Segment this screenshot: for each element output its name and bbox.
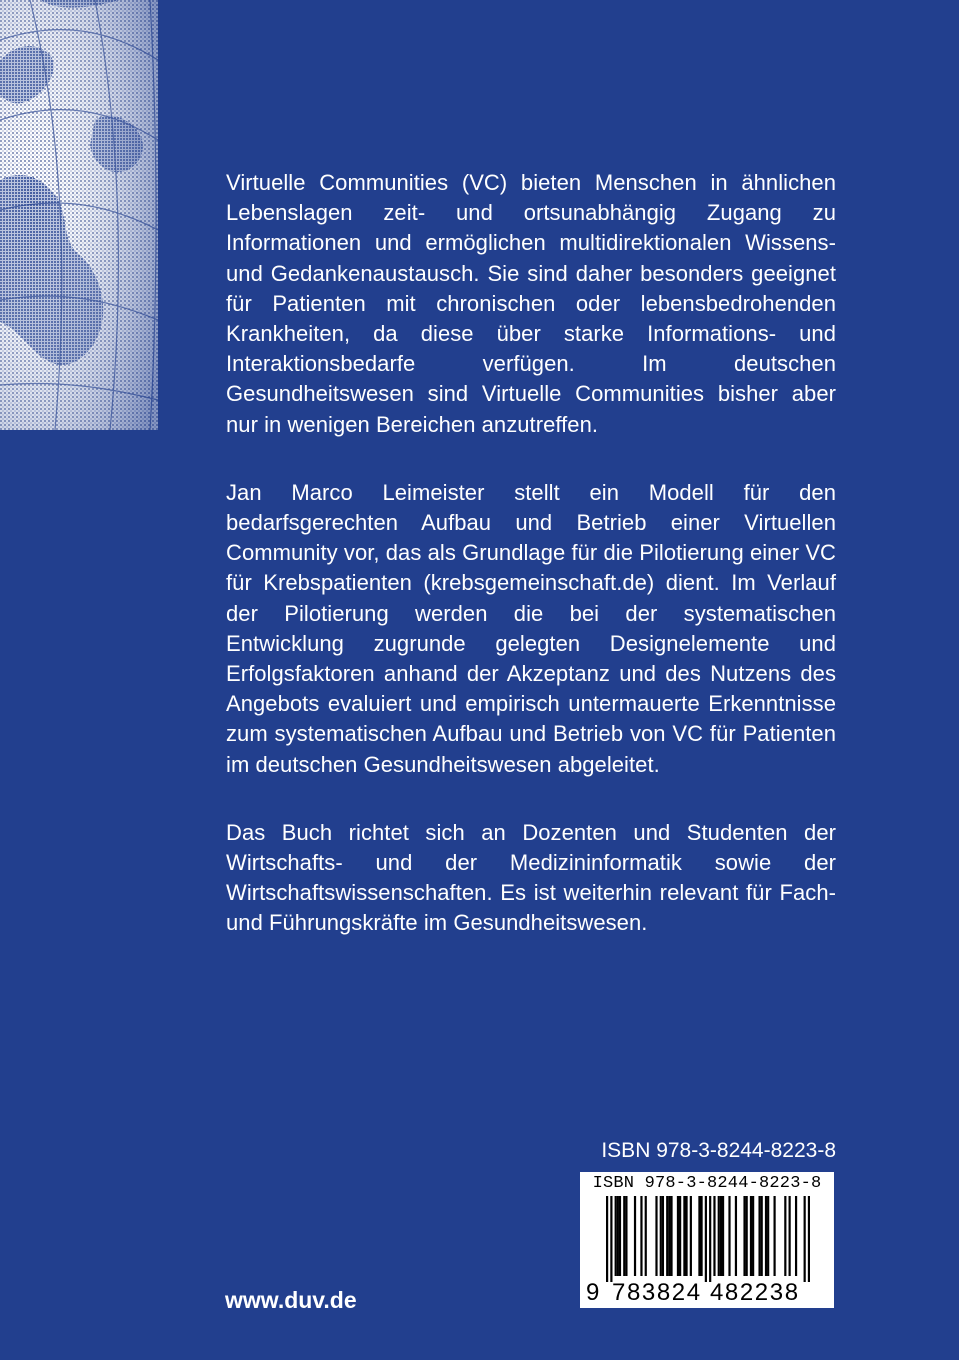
barcode-bar (767, 1196, 769, 1276)
barcode-bar (690, 1196, 692, 1276)
barcode-bar (666, 1196, 668, 1276)
barcode-bar (655, 1196, 657, 1276)
barcode-bar (679, 1196, 681, 1276)
barcode-bar (685, 1196, 687, 1276)
barcode-bar (617, 1196, 619, 1276)
barcode-bar (670, 1196, 672, 1276)
blurb-paragraph-1: Virtuelle Communities (VC) bieten Menschen in ähnlichen Lebenslagen zeit- und ortsunabhängig Zugang zu Informationen und ermöglichen multidirektionalen Wissens- und Gedankenaustausch. Sie sind daher besonders geeignet für Patienten mit chronischen oder lebensbedrohenden Krankheiten, da diese über starke Informations- und Interaktionsbedarfe verfügen. Im deutschen Gesundheitswesen sind Virtuelle Communities bisher aber nur in wenigen Bereichen anzutreffen. (226, 170, 836, 437)
globe-image (0, 0, 158, 430)
barcode-bar (795, 1196, 797, 1276)
barcode-bar (615, 1196, 617, 1276)
barcode-bar (735, 1196, 737, 1276)
barcode-bar (705, 1196, 707, 1282)
barcode-bar (722, 1196, 724, 1276)
barcode-bar (758, 1196, 760, 1276)
barcode-bar (728, 1196, 730, 1276)
barcode-bar (750, 1196, 752, 1276)
barcode-bar (677, 1196, 679, 1276)
barcode-bar (718, 1196, 720, 1276)
blurb-paragraph-3: Das Buch richtet sich an Dozenten und Studenten der Wirtschafts- und der Medizininformatik sowie der Wirtschaftswissenschaften. Es ist weiterhin relevant für Fach- und Führungskräfte im Gesundheitswesen. (226, 819, 836, 936)
barcode-bar (746, 1196, 748, 1276)
barcode-bar (700, 1196, 702, 1276)
barcode-bar (640, 1196, 642, 1276)
barcode-bar (606, 1196, 608, 1282)
barcode-bar (645, 1196, 647, 1276)
barcode-bar (619, 1196, 621, 1276)
barcode-bar (765, 1196, 767, 1276)
barcode-bar (623, 1196, 625, 1276)
barcode-bar (789, 1196, 791, 1276)
back-cover-blurb (226, 168, 836, 939)
barcode-bar (720, 1196, 722, 1276)
barcode-bar (660, 1196, 662, 1276)
barcode-bar (709, 1196, 711, 1282)
barcode-bar (683, 1196, 685, 1276)
ean13-barcode-icon (606, 1196, 810, 1282)
barcode-remaining-digits: 783824 482238 (612, 1279, 800, 1306)
barcode-bar (808, 1196, 810, 1282)
barcode-bar (698, 1196, 700, 1276)
barcode-bar (625, 1196, 627, 1276)
barcode-isbn-text: ISBN 978-3-8244-8223-8 (592, 1174, 822, 1193)
barcode-bar (713, 1196, 715, 1276)
barcode (580, 1172, 834, 1308)
barcode-bar (743, 1196, 745, 1276)
barcode-bar (761, 1196, 763, 1276)
publisher-url[interactable]: www.duv.de (225, 1287, 357, 1313)
barcode-bar (773, 1196, 775, 1276)
barcode-bar (804, 1196, 806, 1282)
isbn-label: ISBN 978-3-8244-8223-8 (601, 1139, 836, 1162)
blurb-paragraph-2: Jan Marco Leimeister stellt ein Modell für den bedarfsgerechten Aufbau und Betrieb einer Virtuellen Community vor, das als Grundlage für die Pilotierung einer VC für Krebspatienten (krebsgemeinschaft.de) dient. Im Verlauf der Pilotierung werden die bei der systematischen Entwicklung zugrunde gelegten Designelemente und Erfolgsfaktoren anhand der Akzeptanz und des Nutzens des Angebots evaluiert und empirisch untermauerte Erkenntnisse zum systematischen Aufbau und Betrieb von VC für Patienten im deutschen Gesundheitswesen abgeleitet. (226, 479, 836, 777)
barcode-bar (668, 1196, 670, 1276)
barcode-bar (610, 1196, 612, 1282)
barcode-bar (634, 1196, 636, 1276)
barcode-first-digit: 9 (586, 1279, 600, 1306)
barcode-bar (662, 1196, 664, 1276)
barcode-bar (784, 1196, 786, 1276)
barcode-bar (752, 1196, 754, 1276)
